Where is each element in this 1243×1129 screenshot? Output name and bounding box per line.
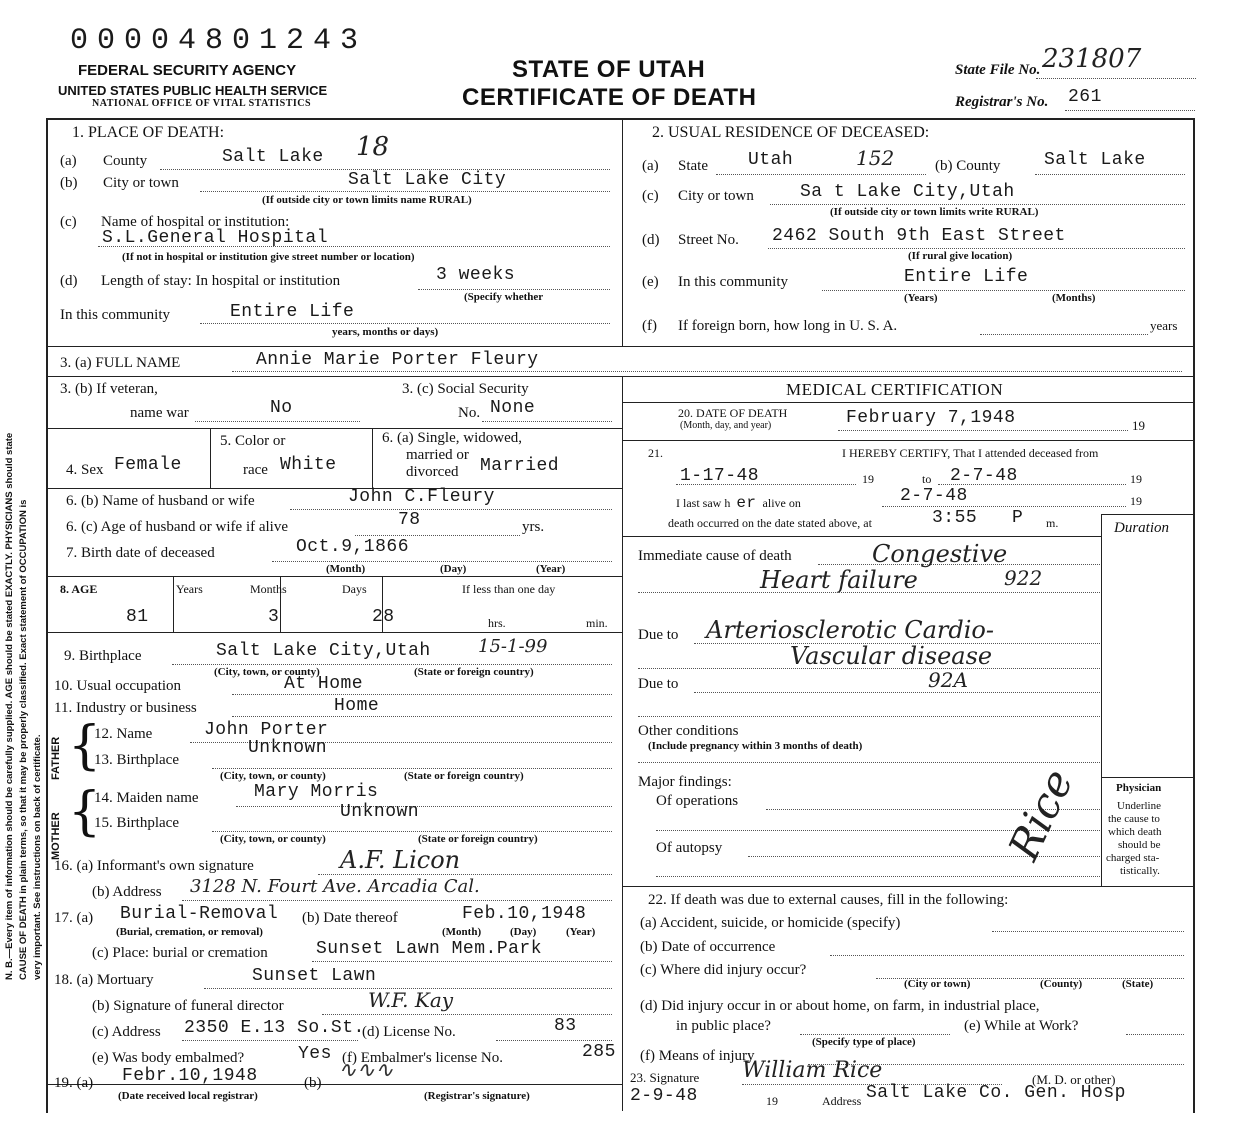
pod-county-value: Salt Lake [222,147,324,167]
res-community-label: In this community [678,274,788,290]
age-months-value: 3 [268,607,280,627]
res-city-note: (If outside city or town limits write RURAL) [830,206,1039,218]
physician-initials: Rice [998,761,1083,868]
occupation-value: At Home [284,674,364,694]
father-bp-label: 13. Birthplace [94,752,179,768]
pod-community-note: years, months or days) [332,326,439,338]
industry-label: 11. Industry or business [54,700,197,716]
sex-label: 4. Sex [66,462,104,478]
lastsaw-label-2: alive on [762,496,801,510]
spouse-age-label: 6. (c) Age of husband or wife if alive [66,519,289,535]
father-name-label: 12. Name [94,726,153,742]
embalmer-license-label: (f) Embalmer's license No. [342,1050,503,1066]
occupation-label: 10. Usual occupation [54,678,182,694]
death-m: m. [1046,516,1059,530]
dod-note: (Month, day, and year) [680,420,772,431]
informant-signature: A.F. Licon [340,846,461,874]
birthplace-note2: (State or foreign country) [414,666,534,678]
full-name-value: Annie Marie Porter Fleury [256,350,539,370]
informant-label: 16. (a) Informant's own signature [54,858,254,874]
phys-note-5: should be [1118,839,1161,851]
res-street-value: 2462 South 9th East Street [772,226,1066,246]
marital-label3: divorced [406,464,459,480]
pod-a: (a) [60,153,77,169]
res-foreign-label: If foreign born, how long in U. S. A. [678,318,898,334]
mother-name-value: Mary Morris [254,782,379,802]
res-county-label: (b) County [935,158,1001,174]
dod-label: 20. DATE OF DEATH [678,406,788,420]
pod-hospital-value: S.L.General Hospital [102,228,329,248]
lastsaw-label [676,494,801,512]
received-value: Febr.10,1948 [122,1066,258,1086]
age-months-label: Months [250,582,287,596]
director-label: (b) Signature of funeral director [92,998,284,1014]
marital-label2: married or [406,447,469,463]
burial-place-label: (c) Place: burial or cremation [92,945,268,961]
received-note: (Date received local registrar) [118,1090,258,1102]
item-21-number: 21. [648,446,663,460]
pod-c: (c) [60,214,77,230]
father-bp-value: Unknown [248,738,328,758]
license-label: (d) License No. [362,1024,456,1040]
pod-city-value: Salt Lake City [348,170,507,190]
other-conditions-note: (Include pregnancy within 3 months of death) [648,740,863,752]
res-street-label: Street No. [678,232,739,248]
death-ampm: P [1012,508,1024,528]
birth-value: Oct.9,1866 [296,537,410,557]
due-to-1-label: Due to [638,627,679,643]
phys-note-4: which death [1108,826,1162,838]
burial-year: (Year) [566,926,596,938]
spouse-label: 6. (b) Name of husband or wife [66,493,255,509]
external-city-note: (City or town) [904,978,971,990]
registrar-signature: ∿∿∿ [338,1058,394,1083]
place-of-death-heading: 1. PLACE OF DEATH: [72,124,225,141]
agency-line1: FEDERAL SECURITY AGENCY [78,62,297,79]
birth-year: (Year) [536,563,566,575]
pod-community-value: Entire Life [230,302,355,322]
birth-month: (Month) [326,563,366,575]
birthplace-note1: (City, town, or county) [214,666,320,678]
phys-note-2: Underline [1117,800,1161,812]
immediate-cause-label: Immediate cause of death [638,548,792,564]
pod-stay-note: (Specify whether [464,291,544,303]
phys-note-1: Physician [1116,782,1162,794]
burial-value: Burial-Removal [120,904,279,924]
birthplace-value: Salt Lake City,Utah [216,641,431,661]
signature-md-note: (M. D. or other) [1032,1072,1116,1087]
age-days-value: 28 [372,607,395,627]
birth-day: (Day) [440,563,467,575]
res-years-label: (Years) [904,292,938,304]
ssn-no-label: No. [458,405,481,421]
father-note1: (City, town, or county) [220,770,326,782]
received-label: 19. (a) [54,1075,94,1091]
res-county-value: Salt Lake [1044,150,1146,170]
res-state-code: 152 [856,146,895,170]
signature-addr-label: Address [822,1094,862,1108]
pod-d: (d) [60,273,78,289]
certify-text: I HEREBY CERTIFY, That I attended deceased from [842,446,1099,460]
mother-bp-value: Unknown [340,802,420,822]
res-state-label: State [678,158,708,174]
father-note2: (State or foreign country) [404,770,524,782]
certificate-title: CERTIFICATE OF DEATH [462,84,757,111]
phys-note-6: charged sta- [1106,852,1160,864]
color-race-label: race [243,462,268,478]
burial-date-value: Feb.10,1948 [462,904,587,924]
res-d: (d) [642,232,660,248]
operations-label: Of operations [656,793,739,809]
embalmed-label: (e) Was body embalmed? [92,1050,245,1066]
due-to-1b: Vascular disease [790,642,993,670]
pod-city-note: (If outside city or town limits name RURAL) [262,194,472,206]
color-value: White [280,455,337,475]
burial-month: (Month) [442,926,482,938]
external-a: (a) Accident, suicide, or homicide (specify) [640,915,901,931]
mortuary-label: 18. (a) Mortuary [54,972,154,988]
registrar-label: Registrar's No. [955,94,1049,110]
document-number: 00004801243 [70,24,368,58]
pod-hospital-note: (If not in hospital or institution give street number or location) [122,251,415,263]
res-community-value: Entire Life [904,267,1029,287]
pod-county-code: 18 [356,132,390,162]
attended-to: 2-7-48 [950,466,1018,486]
pod-hospital-label: Name of hospital or institution: [101,214,290,230]
age-min: min. [586,616,608,630]
medical-heading: MEDICAL CERTIFICATION [786,380,1004,399]
external-county-note: (County) [1040,978,1083,990]
pod-county-label: County [103,153,148,169]
external-place-note: (Specify type of place) [812,1036,916,1048]
immediate-cause-2: Heart failure [760,566,918,594]
registrar-sig-note: (Registrar's signature) [424,1090,530,1102]
external-heading: 22. If death was due to external causes, fill in the following: [648,892,1009,908]
to-label: to [922,472,932,486]
pod-stay-value: 3 weeks [436,265,516,285]
birthplace-code: 15-1-99 [478,636,548,657]
signature-value: William Rice [742,1058,883,1083]
burial-day: (Day) [510,926,537,938]
state-title: STATE OF UTAH [512,56,706,83]
age-days-label: Days [342,582,367,596]
dod-value: February 7,1948 [846,408,1016,428]
pod-stay-label: Length of stay: In hospital or institution [101,273,341,289]
res-city-label: City or town [678,188,754,204]
residence-heading: 2. USUAL RESIDENCE OF DECEASED: [652,124,930,141]
lastsaw-label-1: I last saw h [676,496,731,510]
major-findings-label: Major findings: [638,774,732,790]
occurred-label: death occurred on the date stated above, at [668,516,872,530]
external-d1: (d) Did injury occur in or about home, on farm, in industrial place, [640,998,1040,1014]
signature-year-prefix: 19 [766,1094,778,1108]
marital-label1: 6. (a) Single, widowed, [382,430,522,446]
embalmer-license-value: 285 [582,1042,616,1062]
burial-label: 17. (a) [54,910,94,926]
other-conditions-label: Other conditions [638,723,739,739]
res-street-note: (If rural give location) [908,250,1013,262]
veteran-label: 3. (b) If veteran, [60,381,158,397]
due-to-1a: Arteriosclerotic Cardio- [706,616,994,644]
veteran-war-label: name war [130,405,189,421]
res-a: (a) [642,158,659,174]
phys-note-7: tistically. [1120,865,1160,877]
industry-value: Home [334,696,380,716]
mother-note1: (City, town, or county) [220,833,326,845]
age-hrs: hrs. [488,616,506,630]
father-brace: { [68,716,102,776]
due-to-2-label: Due to [638,676,679,692]
embalmed-value: Yes [298,1044,332,1064]
attended-from: 1-17-48 [680,466,760,486]
mother-name-label: 14. Maiden name [94,790,199,806]
father-label: FATHER [50,736,62,780]
mother-label: MOTHER [50,812,62,860]
margin-instruction-3: very important. See instructions on back of certificate. [32,734,43,980]
received-b-label: (b) [304,1075,322,1091]
color-label: 5. Color or [220,433,286,449]
external-c: (c) Where did injury occur? [640,962,807,978]
license-value: 83 [554,1016,577,1036]
burial-note: (Burial, cremation, or removal) [116,926,263,938]
spouse-age-value: 78 [398,510,421,530]
signature-date: 2-9-48 [630,1086,698,1106]
mortuary-addr-label: (c) Address [92,1024,161,1040]
mother-note2: (State or foreign country) [418,833,538,845]
death-time: 3:55 [932,508,978,528]
to-year-suffix: 19 [1130,472,1142,486]
res-state-value: Utah [748,150,794,170]
spouse-value: John C.Fleury [348,487,495,507]
informant-addr-label: (b) Address [92,884,162,900]
marital-value: Married [480,456,560,476]
mother-brace: { [68,782,102,842]
state-file-number: 231807 [1042,44,1142,74]
mortuary-addr-value: 2350 E.13 So.St. [184,1018,365,1038]
margin-instruction-2: CAUSE OF DEATH in plain terms, so that it may be properly classified. Exact statement of OCCUPATION is [18,499,29,980]
ssn-label: 3. (c) Social Security [402,381,529,397]
sex-value: Female [114,455,182,475]
res-f: (f) [642,318,657,334]
spouse-age-suffix: yrs. [522,519,545,535]
pod-city-label: City or town [103,175,179,191]
immediate-cause-1: Congestive [872,540,1008,568]
birth-label: 7. Birth date of deceased [66,545,215,561]
age-label: 8. AGE [60,582,98,596]
res-months-label: (Months) [1052,292,1096,304]
res-e: (e) [642,274,659,290]
agency-line2: UNITED STATES PUBLIC HEALTH SERVICE [58,83,328,98]
duration-label: Duration [1114,520,1170,536]
phys-note-3: the cause to [1108,813,1160,825]
informant-address: 3128 N. Fourt Ave. Arcadia Cal. [190,876,480,897]
ssn-value: None [490,398,536,418]
signature-label: 23. Signature [630,1070,700,1085]
mortuary-value: Sunset Lawn [252,966,377,986]
external-f: (f) Means of injury [640,1048,755,1064]
age-years-label: Years [176,582,203,596]
cause-code-2: 92A [928,668,968,692]
father-name-value: John Porter [204,720,329,740]
external-state-note: (State) [1122,978,1154,990]
burial-date-label: (b) Date thereof [302,910,398,926]
res-c: (c) [642,188,659,204]
agency-line3: NATIONAL OFFICE OF VITAL STATISTICS [92,98,312,109]
veteran-value: No [270,398,293,418]
res-county-label-text: County [956,158,1001,174]
pod-community-label: In this community [60,307,170,323]
external-d2: in public place? [676,1018,771,1034]
res-years-suffix: years [1150,318,1178,333]
res-city-value: Sa t Lake City,Utah [800,182,1015,202]
birthplace-label: 9. Birthplace [64,648,142,664]
cause-code-1: 922 [1004,566,1043,590]
lastsaw-her: er [736,494,757,512]
lastsaw-year-suffix: 19 [1130,494,1142,508]
lastsaw-value: 2-7-48 [900,486,968,506]
burial-place-value: Sunset Lawn Mem.Park [316,939,543,959]
dod-year-suffix: 19 [1132,418,1145,433]
external-b: (b) Date of occurrence [640,939,776,955]
registrar-number: 261 [1068,87,1102,107]
pod-b: (b) [60,175,78,191]
external-work: (e) While at Work? [964,1018,1079,1034]
margin-instruction-1: N. B.—Every item of information should be carefully supplied. AGE should be stated EXACTLY. PHYSICIANS should state [4,432,15,980]
age-lt-label: If less than one day [462,582,556,596]
age-years-value: 81 [126,607,149,627]
signature-address: Salt Lake Co. Gen. Hosp [866,1083,1126,1103]
mother-bp-label: 15. Birthplace [94,815,179,831]
autopsy-label: Of autopsy [656,840,723,856]
full-name-label: 3. (a) FULL NAME [60,355,181,371]
from-year-suffix: 19 [862,472,874,486]
state-file-label: State File No. [955,62,1041,78]
director-signature: W.F. Kay [368,988,454,1012]
